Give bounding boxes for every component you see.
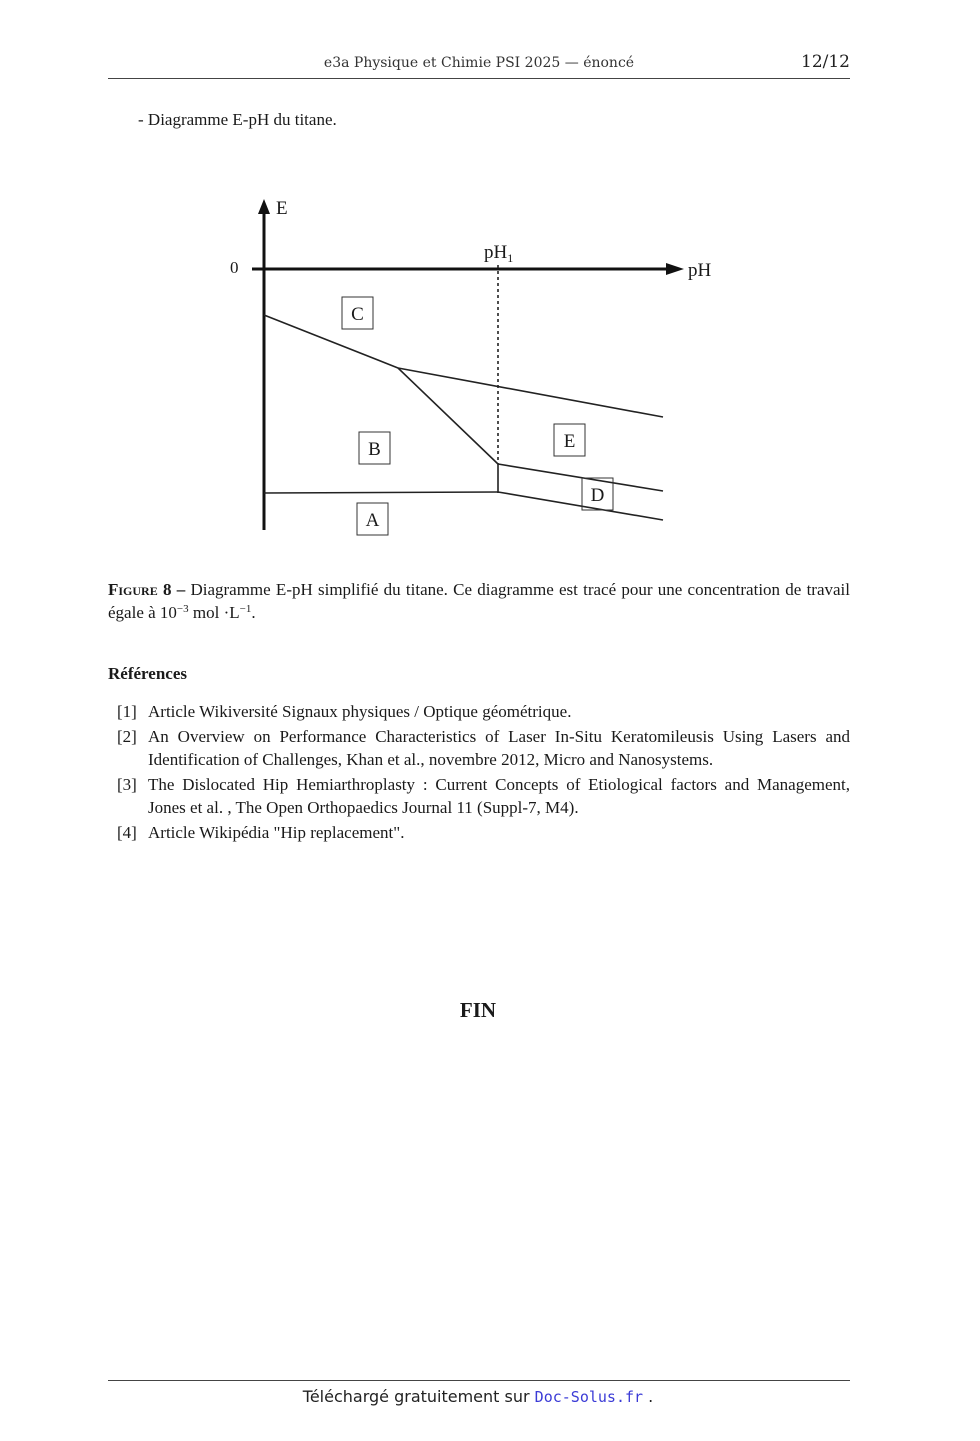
boundary-c-b <box>264 315 398 368</box>
origin-label: 0 <box>230 258 239 277</box>
reference-number: [3] <box>117 775 137 794</box>
e-axis-label: E <box>276 198 288 219</box>
caption-text-b: mol ·L <box>188 603 240 622</box>
end-marker: FIN <box>459 998 497 1022</box>
region-label-c <box>342 297 373 329</box>
boundary-b-e <box>398 368 498 464</box>
caption-exponent-2: −1 <box>239 603 252 615</box>
region-label-d <box>582 478 613 510</box>
e-axis-arrowhead <box>258 199 270 214</box>
reference-number: [2] <box>117 727 137 746</box>
svg-text:A: A <box>365 510 380 531</box>
reference-item <box>108 773 850 819</box>
reference-number: [1] <box>117 702 137 721</box>
boundary-b-a <box>264 492 498 493</box>
svg-text:B: B <box>368 439 381 460</box>
reference-item <box>108 725 850 771</box>
boundary-c-e <box>398 368 663 417</box>
svg-text:C: C <box>351 304 364 325</box>
footer-link[interactable]: Doc-Solus.fr <box>534 1388 644 1406</box>
svg-text:D: D <box>590 485 605 506</box>
references-heading: Références <box>108 664 187 683</box>
footer-divider <box>108 1380 850 1381</box>
ph-axis-label: pH <box>688 260 712 281</box>
reference-text: An Overview on Performance Characteristics of Laser In-Situ Keratomileusis Using Lasers and Identification of Challenges, Khan et al., novembre 2012, Micro and Nanosystems. <box>148 727 850 769</box>
caption-text-a: Diagramme E-pH simplifié du titane. Ce diagramme est tracé pour une concentration de travail égale à 10 <box>108 580 850 622</box>
reference-text: Article Wikipédia "Hip replacement". <box>148 823 405 842</box>
reference-item <box>108 821 850 844</box>
reference-text: The Dislocated Hip Hemiarthroplasty : Current Concepts of Etiological factors and Management, Jones et al. , The Open Orthopaedics Journal 11 (Suppl-7, M4). <box>148 775 850 817</box>
footer-prefix: Téléchargé gratuitement sur <box>302 1387 535 1406</box>
figure-caption-label: Figure 8 – <box>108 580 186 599</box>
header-title: e3a Physique et Chimie PSI 2025 — énoncé <box>323 55 635 71</box>
reference-text: Article Wikiversité Signaux physiques / Optique géométrique. <box>148 702 572 721</box>
e-ph-diagram <box>0 0 980 560</box>
region-label-e <box>554 424 585 456</box>
boundary-d-a <box>498 492 663 520</box>
page-footer <box>0 1387 956 1406</box>
region-label-a <box>357 503 388 535</box>
caption-exponent-1: −3 <box>176 603 189 615</box>
footer-suffix: . <box>643 1387 654 1406</box>
caption-text-c: . <box>251 603 256 622</box>
reference-item <box>108 700 850 723</box>
region-label-b <box>359 432 390 464</box>
e-ph-diagram-figure <box>0 0 980 560</box>
ph1-label: $pH_1$ <box>484 242 514 265</box>
figure-caption <box>108 578 850 624</box>
boundary-e-d <box>498 464 663 491</box>
reference-number: [4] <box>117 823 137 842</box>
page-number: 12/12 <box>801 52 850 72</box>
references-list <box>108 700 850 846</box>
svg-text:E: E <box>563 431 576 452</box>
ph-axis-arrowhead <box>666 263 684 275</box>
bullet-diagram-title: - Diagramme E-pH du titane. <box>138 110 337 129</box>
